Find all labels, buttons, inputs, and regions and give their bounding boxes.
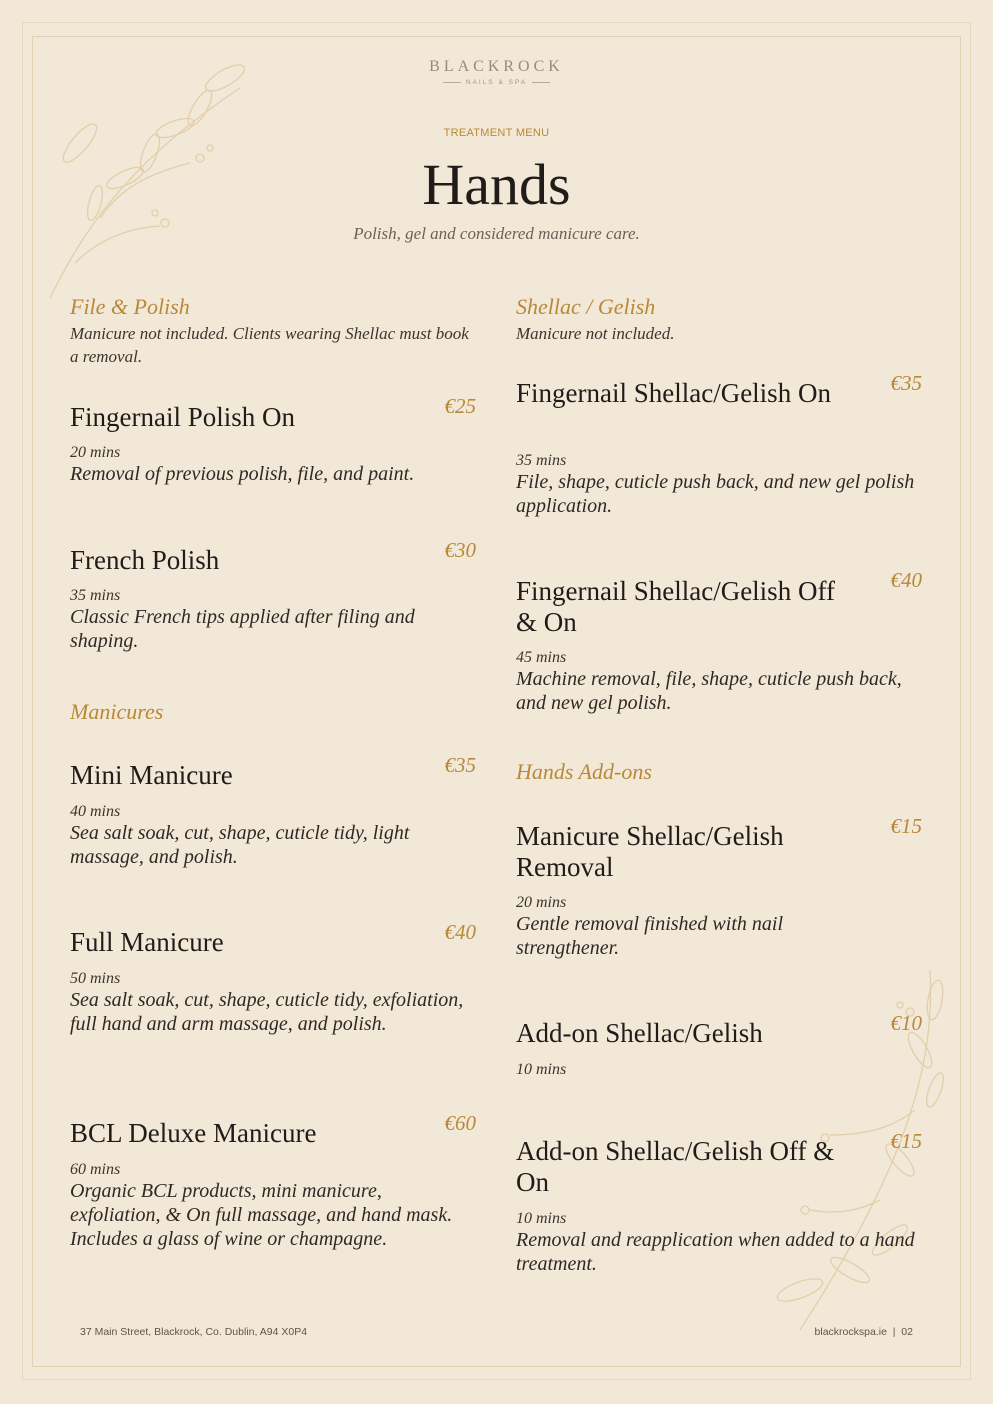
item-description: Gentle removal finished with nail strengthener. (516, 913, 784, 959)
item-name: Add-on Shellac/Gelish Off & On (516, 1136, 835, 1197)
brand-tagline: NAILS & SPA (465, 79, 528, 86)
tagline-rule (443, 82, 461, 83)
section-title-addons: Hands Add-ons (516, 759, 652, 784)
item-name: Manicure Shellac/Gelish Removal (516, 821, 784, 882)
brand-logo (0, 58, 993, 86)
item-description: Removal of previous polish, file, and paint. (70, 463, 415, 485)
item-duration: 60 mins (70, 1161, 121, 1178)
page-subtitle: Polish, gel and considered manicure care. (353, 224, 640, 243)
item-description: Sea salt soak, cut, shape, cuticle tidy, exfoliation, full hand and arm massage, and polish. (70, 989, 464, 1035)
item-description: File, shape, cuticle push back, and new gel polish application. (516, 471, 915, 517)
item-price: €35 (890, 371, 922, 395)
item-name: Full Manicure (70, 927, 224, 957)
section-title-manicures: Manicures (70, 699, 164, 724)
item-description: Machine removal, file, shape, cuticle push back, and new gel polish. (516, 668, 902, 714)
item-name: Add-on Shellac/Gelish (516, 1018, 763, 1048)
item-name: Fingernail Shellac/Gelish Off & On (516, 576, 835, 637)
section-title-shellac: Shellac / Gelish (516, 294, 656, 319)
item-name: Fingernail Polish On (70, 402, 296, 432)
footer-site-page: blackrockspa.ie | 02 (814, 1326, 913, 1338)
eyebrow-label: TREATMENT MENU (443, 127, 550, 139)
page-title: Hands (422, 152, 571, 217)
item-name: French Polish (70, 545, 220, 575)
footer-address: 37 Main Street, Blackrock, Co. Dublin, A94 X0P4 (80, 1326, 308, 1338)
item-duration: 10 mins (516, 1061, 567, 1078)
section-note-shellac: Manicure not included. (516, 324, 675, 343)
item-price: €30 (444, 538, 476, 562)
item-price: €40 (890, 568, 922, 592)
section-note-file-polish: Manicure not included. Clients wearing Shellac must book a removal. (70, 324, 469, 366)
item-description: Classic French tips applied after filing and shaping. (70, 606, 415, 652)
item-name: Mini Manicure (70, 760, 233, 790)
item-duration: 10 mins (516, 1210, 567, 1227)
tagline-rule (532, 82, 550, 83)
item-price: €15 (890, 1129, 922, 1153)
item-duration: 35 mins (70, 587, 121, 604)
item-duration: 45 mins (516, 649, 567, 666)
item-name: Fingernail Shellac/Gelish On (516, 378, 831, 408)
item-duration: 50 mins (70, 970, 121, 987)
item-duration: 40 mins (70, 803, 121, 820)
item-price: €15 (890, 814, 922, 838)
item-price: €10 (890, 1011, 922, 1035)
item-price: €25 (444, 394, 476, 418)
item-description: Organic BCL products, mini manicure, exfoliation, & On full massage, and hand mask. Includes a glass of wine or champagne. (70, 1180, 453, 1250)
item-duration: 20 mins (516, 894, 567, 911)
section-title-file-polish: File & Polish (70, 294, 190, 319)
item-price: €60 (444, 1111, 476, 1135)
item-price: €40 (444, 920, 476, 944)
item-description: Removal and reapplication when added to a hand treatment. (516, 1229, 915, 1275)
item-duration: 20 mins (70, 444, 121, 461)
item-description: Sea salt soak, cut, shape, cuticle tidy, light massage, and polish. (70, 822, 410, 868)
brand-tagline-row (0, 79, 993, 86)
item-name: BCL Deluxe Manicure (70, 1118, 317, 1148)
item-duration: 35 mins (516, 452, 567, 469)
item-price: €35 (444, 753, 476, 777)
brand-name: BLACKROCK (429, 58, 564, 75)
